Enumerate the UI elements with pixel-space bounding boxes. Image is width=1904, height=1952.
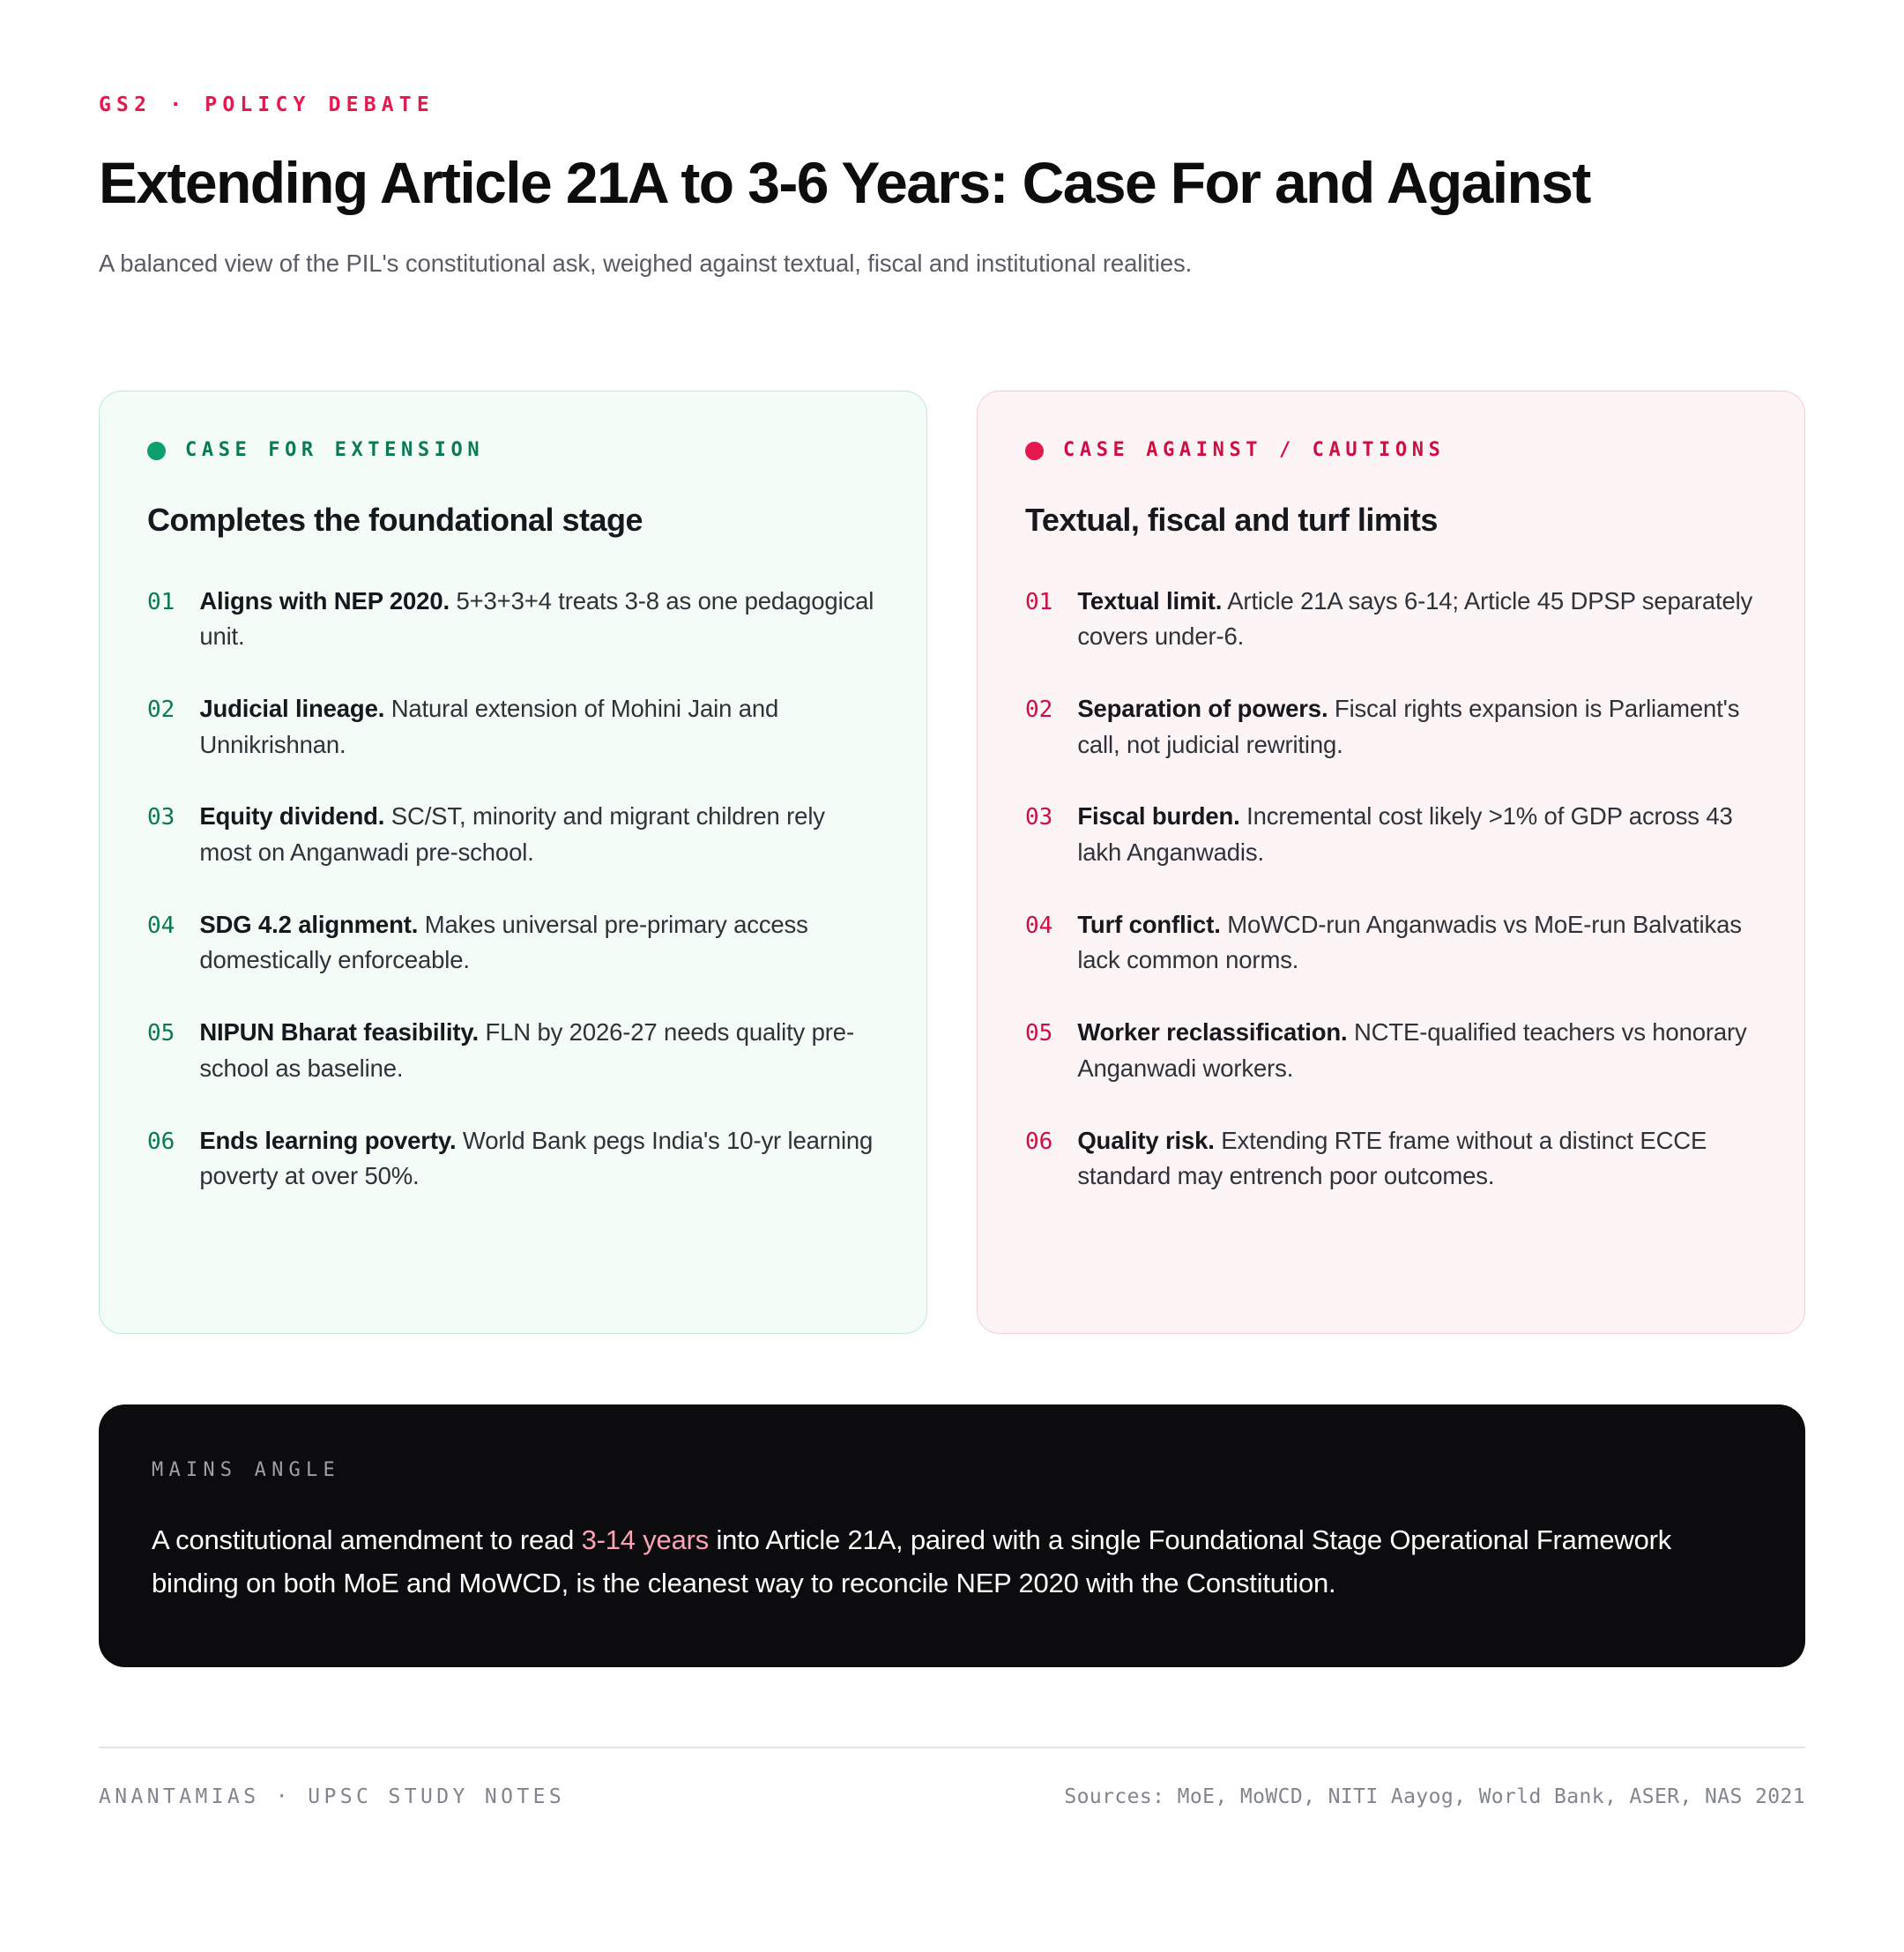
red-dot-icon bbox=[1025, 442, 1044, 460]
mains-angle-body bbox=[152, 1519, 1752, 1606]
list-item-body: FLN by 2026-27 needs quality pre-school as baseline. bbox=[199, 1018, 854, 1082]
list-item-body: 5+3+3+4 treats 3-8 as one pedagogical unit. bbox=[199, 586, 874, 651]
list-item bbox=[147, 584, 882, 655]
list-item-text bbox=[1077, 584, 1760, 655]
list-item bbox=[147, 1015, 882, 1086]
list-item-lead: Separation of powers. bbox=[1077, 695, 1328, 723]
list-item bbox=[1025, 1015, 1760, 1086]
page-subtitle: A balanced view of the PIL's constitutional ask, weighed against textual, fiscal and institutional realities. bbox=[99, 249, 1193, 277]
card-against-list bbox=[1025, 584, 1760, 1195]
list-item-lead: NIPUN Bharat feasibility. bbox=[199, 1018, 479, 1047]
list-item bbox=[147, 1123, 882, 1195]
list-item-text bbox=[1077, 1015, 1760, 1086]
list-item-text bbox=[1077, 1123, 1760, 1195]
list-item-text bbox=[199, 1015, 882, 1086]
list-item-body: Incremental cost likely >1% of GDP across 43 lakh Anganwadis. bbox=[1077, 802, 1733, 867]
list-item-lead: Ends learning poverty. bbox=[199, 1126, 457, 1154]
card-against-title: Textual, fiscal and turf limits bbox=[1025, 502, 1438, 539]
list-item-number: 03 bbox=[1025, 804, 1053, 831]
list-item-lead: Equity dividend. bbox=[199, 802, 385, 831]
mains-body-before: A constitutional amendment to read bbox=[152, 1524, 582, 1556]
list-item-body: MoWCD-run Anganwadis vs MoE-run Balvatikas lack common norms. bbox=[1077, 910, 1742, 974]
page-footer bbox=[99, 1785, 1805, 1808]
list-item-body: NCTE-qualified teachers vs honorary Anganwadi workers. bbox=[1077, 1018, 1747, 1082]
list-item-text bbox=[199, 691, 882, 763]
list-item-body: Fiscal rights expansion is Parliament's call, not judicial rewriting. bbox=[1077, 695, 1740, 758]
list-item-text bbox=[1077, 799, 1760, 870]
list-item-text bbox=[199, 584, 882, 655]
list-item bbox=[147, 691, 882, 763]
card-case-for bbox=[99, 391, 927, 1334]
list-item-body: Natural extension of Mohini Jain and Unnikrishnan. bbox=[199, 695, 779, 758]
green-dot-icon bbox=[147, 442, 166, 460]
card-case-against bbox=[977, 391, 1805, 1334]
card-for-eyebrow-label: CASE FOR EXTENSION bbox=[185, 439, 485, 462]
mains-angle-label: MAINS ANGLE bbox=[152, 1459, 340, 1482]
list-item-lead: SDG 4.2 alignment. bbox=[199, 910, 419, 938]
list-item bbox=[1025, 691, 1760, 763]
list-item-body: Extending RTE frame without a distinct ECCE standard may entrench poor outcomes. bbox=[1077, 1126, 1707, 1190]
list-item-text bbox=[199, 1123, 882, 1195]
list-item bbox=[1025, 799, 1760, 870]
list-item-lead: Textual limit. bbox=[1077, 586, 1223, 615]
list-item-text bbox=[199, 799, 882, 870]
list-item-number: 04 bbox=[1025, 912, 1053, 939]
list-item-lead: Turf conflict. bbox=[1077, 910, 1221, 938]
list-item-body: Article 21A says 6-14; Article 45 DPSP separately covers under-6. bbox=[1077, 586, 1753, 651]
list-item bbox=[1025, 907, 1760, 979]
list-item-lead: Fiscal burden. bbox=[1077, 802, 1240, 831]
list-item-number: 05 bbox=[1025, 1020, 1053, 1047]
list-item bbox=[147, 907, 882, 979]
mains-highlight: 3-14 years bbox=[581, 1524, 710, 1556]
list-item-number: 02 bbox=[1025, 697, 1053, 724]
list-item-number: 01 bbox=[147, 588, 175, 615]
comparison-cards bbox=[99, 391, 1805, 1334]
list-item-text bbox=[199, 907, 882, 979]
list-item-number: 02 bbox=[147, 697, 175, 724]
mains-body-after: into Article 21A, paired with a single Foundational Stage Operational Framework binding on both MoE and MoWCD, is the cleanest way to reconcile NEP 2020 with the Constitution. bbox=[152, 1524, 1672, 1599]
mains-angle-panel bbox=[99, 1404, 1805, 1667]
list-item-body: Makes universal pre-primary access domestically enforceable. bbox=[199, 910, 808, 974]
list-item-number: 05 bbox=[147, 1020, 175, 1047]
card-for-title: Completes the foundational stage bbox=[147, 502, 643, 539]
footer-brand: ANANTAMIAS · UPSC STUDY NOTES bbox=[99, 1784, 566, 1808]
footer-divider bbox=[99, 1747, 1805, 1748]
header-eyebrow: GS2 · POLICY DEBATE bbox=[99, 93, 435, 116]
page-header bbox=[99, 0, 1805, 280]
card-for-eyebrow bbox=[147, 441, 882, 460]
footer-sources: Sources: MoE, MoWCD, NITI Aayog, World Bank, ASER, NAS 2021 bbox=[1064, 1784, 1805, 1808]
page-title: Extending Article 21A to 3-6 Years: Case For and Against bbox=[99, 150, 1590, 215]
list-item-lead: Aligns with NEP 2020. bbox=[199, 586, 450, 615]
card-against-eyebrow-label: CASE AGAINST / CAUTIONS bbox=[1063, 439, 1446, 462]
list-item-number: 03 bbox=[147, 804, 175, 831]
list-item-lead: Quality risk. bbox=[1077, 1126, 1215, 1154]
list-item bbox=[1025, 1123, 1760, 1195]
list-item-number: 04 bbox=[147, 912, 175, 939]
card-against-eyebrow bbox=[1025, 441, 1760, 460]
card-for-list bbox=[147, 584, 882, 1195]
list-item-body: World Bank pegs India's 10-yr learning poverty at over 50%. bbox=[199, 1126, 874, 1190]
list-item bbox=[1025, 584, 1760, 655]
list-item-number: 06 bbox=[1025, 1128, 1053, 1155]
list-item-lead: Worker reclassification. bbox=[1077, 1018, 1348, 1047]
list-item-body: SC/ST, minority and migrant children rely most on Anganwadi pre-school. bbox=[199, 802, 825, 867]
list-item-text bbox=[1077, 907, 1760, 979]
list-item-number: 01 bbox=[1025, 588, 1053, 615]
list-item-number: 06 bbox=[147, 1128, 175, 1155]
list-item bbox=[147, 799, 882, 870]
list-item-text bbox=[1077, 691, 1760, 763]
list-item-lead: Judicial lineage. bbox=[199, 695, 385, 723]
